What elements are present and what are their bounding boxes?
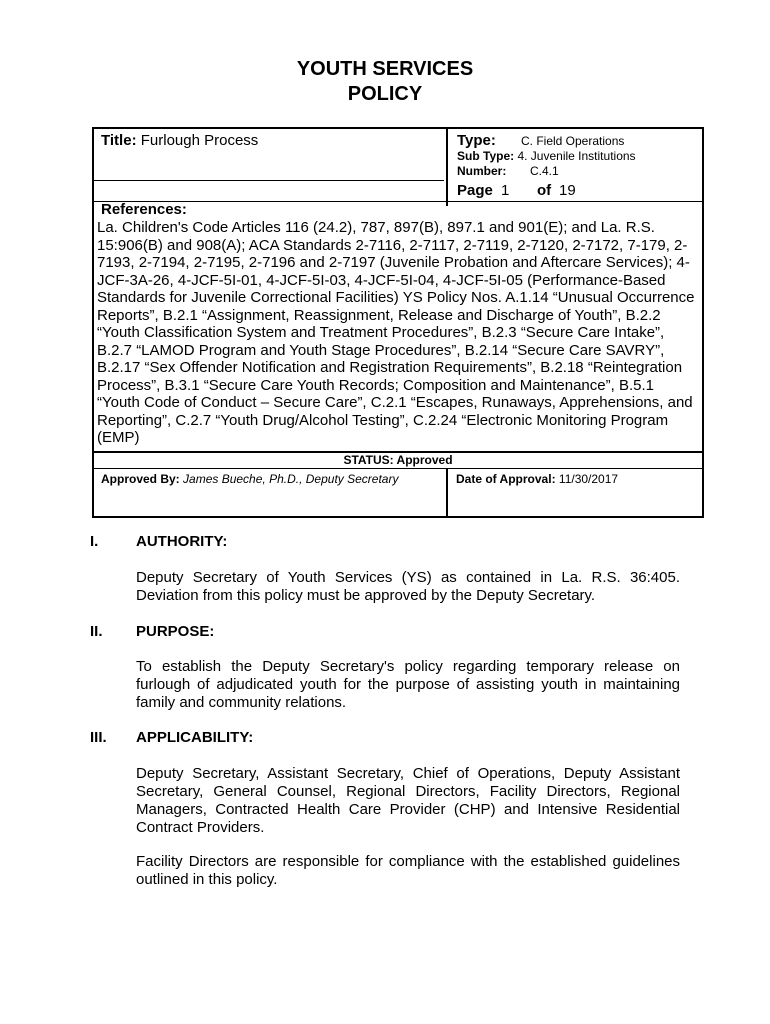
- type-label: Type:: [457, 132, 496, 149]
- paragraph-line: outlined in this policy.: [136, 871, 278, 888]
- references-line: 7193, 2-7194, 2-7195, 2-7196 and 2-7197 (Juvenile Probation and Aftercare Services); 4-: [97, 254, 690, 271]
- references-line: Standards for Juvenile Correctional Facilities) YS Policy Nos. A.1.14 “Unusual Occurrence: [97, 289, 695, 306]
- subtype-label: Sub Type:: [457, 149, 515, 163]
- paragraph-line: Secretary, General Counsel, Regional Directors, Facility Directors, Regional: [136, 783, 680, 800]
- subtype-value: 4. Juvenile Institutions: [517, 149, 636, 163]
- references-line: La. Children's Code Articles 116 (24.2), 787, 897(B), 897.1 and 901(E); and La. R.S.: [97, 219, 655, 236]
- section-title: APPLICABILITY:: [136, 729, 254, 746]
- paragraph-line: Facility Directors are responsible for compliance with the established guidelines: [136, 853, 680, 870]
- references-line: 15:906(B) and 908(A); ACA Standards 2-7116, 2-7117, 2-7119, 2-7120, 2-7172, 7-179, 2-: [97, 236, 688, 254]
- paragraph-line: To establish the Deputy Secretary's policy regarding temporary release on: [136, 658, 680, 675]
- section-paragraph: [136, 853, 680, 889]
- box-divider-vertical-bottom: [446, 468, 448, 518]
- section-number: I.: [90, 533, 99, 550]
- document-title-line-1: YOUTH SERVICES: [296, 58, 474, 80]
- title-field: [101, 132, 258, 149]
- paragraph-line: Deputy Secretary of Youth Services (YS) as contained in La. R.S. 36:405.: [136, 569, 680, 586]
- approved-by-label: Approved By:: [101, 472, 180, 486]
- type-value: C. Field Operations: [521, 134, 625, 148]
- section-paragraph: [136, 569, 680, 605]
- references-line: Reporting”, C.2.7 “Youth Drug/Alcohol Testing”, C.2.24 “Electronic Monitoring Program: [97, 411, 669, 429]
- approved-by-field: [101, 472, 398, 486]
- title-label: Title:: [101, 132, 137, 149]
- approval-date-field: [456, 472, 618, 486]
- approved-by-value: James Bueche, Ph.D., Deputy Secretary: [183, 472, 399, 486]
- references-line: Process”, B.3.1 “Secure Care Youth Records; Composition and Maintenance”, B.5.1: [97, 376, 654, 394]
- page-number: 1: [501, 182, 510, 199]
- paragraph-line: family and community relations.: [136, 694, 347, 711]
- paragraph-line: Deviation from this policy must be approved by the Deputy Secretary.: [136, 587, 596, 604]
- paragraph-line: furlough of adjudicated youth for the purpose of assisting youth in maintaining: [136, 676, 680, 693]
- references-line: B.2.17 “Sex Offender Notification and Registration Requirements”, B.2.18 “Reintegration: [97, 359, 683, 376]
- page-total: 19: [559, 182, 576, 199]
- references-line: “Youth Classification System and Treatment Procedures”, B.2.3 “Secure Care Intake”,: [97, 324, 665, 341]
- paragraph-line: Contract Providers.: [136, 819, 265, 836]
- subtype-field: [457, 149, 636, 163]
- page-label: Page: [457, 182, 493, 199]
- status-text: STATUS: Approved: [343, 453, 453, 467]
- section-number: III.: [90, 729, 107, 746]
- section-paragraph: [136, 765, 680, 837]
- references-line: Reports”, B.2.1 “Assignment, Reassignment, Release and Discharge of Youth”, B.2.2: [97, 306, 661, 324]
- box-divider-approval: [94, 468, 702, 469]
- section-title: PURPOSE:: [136, 623, 215, 640]
- references-line: “Youth Code of Conduct – Secure Care”, C.2.1 “Escapes, Runaways, Apprehensions, and: [97, 394, 693, 411]
- title-value: Furlough Process: [140, 132, 259, 149]
- approval-date-value: 11/30/2017: [558, 472, 619, 486]
- section-number: II.: [90, 623, 103, 640]
- box-divider-title-row: [94, 180, 444, 181]
- section-title: AUTHORITY:: [136, 533, 228, 550]
- references-line: JCF-3A-26, 4-JCF-5I-01, 4-JCF-5I-03, 4-JCF-5I-04, 4-JCF-5I-05 (Performance-Based: [97, 271, 666, 289]
- number-label: Number:: [457, 164, 507, 178]
- references-heading: References:: [101, 201, 187, 218]
- references-line: (EMP): [97, 429, 140, 446]
- approval-date-label: Date of Approval:: [456, 472, 556, 486]
- references-line: B.2.7 “LAMOD Program and Youth Stage Procedures”, B.2.14 “Secure Care SAVRY”,: [97, 341, 665, 359]
- references-text: [97, 219, 701, 447]
- box-divider-vertical-top: [446, 129, 448, 206]
- paragraph-line: Managers, Contracted Health Care Provider (CHP) and Intensive Residential: [136, 801, 680, 818]
- page-of-label: of: [537, 182, 552, 199]
- number-value: C.4.1: [530, 164, 559, 178]
- document-title-line-2: POLICY: [347, 83, 423, 105]
- paragraph-line: Deputy Secretary, Assistant Secretary, Chief of Operations, Deputy Assistant: [136, 765, 680, 782]
- section-paragraph: [136, 658, 680, 712]
- policy-info-box: [92, 127, 704, 518]
